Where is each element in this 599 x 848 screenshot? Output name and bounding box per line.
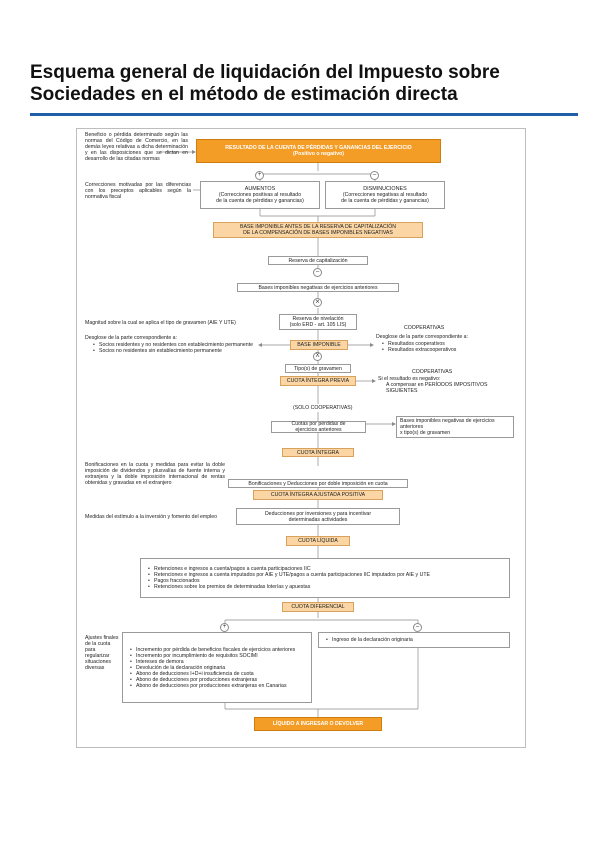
resultado-line-1: RESULTADO DE LA CUENTA DE PÉRDIDAS Y GANANCIAS DEL EJERCICIO [225,145,412,151]
list-item: • Devolución de la declaración originaria [136,665,295,671]
cross-operator: ⨯ [314,299,321,305]
ajustes-left-list [130,647,295,689]
disminuciones-line-1: (Correcciones negativas al resultado [342,192,428,198]
aumentos-title: AUMENTOS [244,186,276,192]
bonificaciones-box: Bonificaciones y Deducciones por doble imposición en cuota [228,479,408,488]
aumentos-line-1: (Correcciones positivas al resultado [218,192,302,198]
reserva-nivelacion-line-2: (solo ERD - art. 105 LIS) [289,322,347,328]
minus-operator: – [370,171,379,180]
base-antes-line-2: DE LA COMPENSACIÓN DE BASES IMPONIBLES NEGATIVAS [243,230,393,236]
list-item: • Incremento por incumplimiento de requisitos SOCIMI [136,653,295,659]
list-item: • Ingreso de la declaración originaria [332,637,413,643]
minus-operator-2: – [313,268,322,277]
multiply-operator: X [313,352,322,361]
aumentos-line-2: de la cuenta de pérdidas y ganancias) [216,198,304,204]
ajustes-right-box [318,632,510,648]
desglose-right-title: Desglose de la parte correspondiente a: [376,334,468,340]
solo-cooperativas-label: (SOLO COOPERATIVAS) [293,405,353,411]
deducciones-line-2: determinadas actividades [288,516,348,523]
list-item: • Resultados extracooperativos [388,347,516,353]
resultado-cuenta-box [196,139,441,163]
reserva-nivelacion-line-1: Reserva de nivelación [292,316,344,322]
cuotas-right-line-1: Bases imponibles negativas de ejercicios [400,418,495,424]
list-item: • Intereses de demora [136,659,295,665]
note-ajustes: Ajustes finales de la cuota para regularizar situaciones diversas [85,635,119,671]
si-negativo-note [378,377,518,395]
cooperativas-label-1: COOPERATIVAS [404,325,445,331]
cuotas-perdidas-line-2: ejercicios anteriores [295,427,342,433]
base-antes-box [213,222,423,238]
desglose-left-title: Desglose de la parte correspondiente a: [85,335,177,341]
cuotas-perdidas-line-1: Cuotas por pérdidas de [291,421,346,427]
plus-operator: + [255,171,264,180]
list-item: • Retenciones sobre los premios de determinadas loterías y apuestas [154,584,430,590]
list-item: • Socios no residentes sin establecimiento permanente [99,348,260,354]
deducciones-line-1: Deducciones por inversiones y para incentivar [264,510,372,517]
cuota-liquida-box: CUOTA LÍQUIDA [286,536,350,546]
list-item: • Incremento por pérdida de beneficios fiscales de ejercicios anteriores [136,647,295,653]
ajustes-right-list [326,637,413,643]
ajustes-left-box [122,632,312,703]
cuota-integra-box: CUOTA ÍNTEGRA [282,448,354,457]
bases-negativas-box: Bases imponibles negativas de ejercicios anteriores [237,283,399,292]
list-item: • Abono de deducciones por producciones extranjeras en Canarias [136,683,295,689]
si-negativo-line-1: Si el resultado es negativo: [378,376,441,382]
base-antes-line-1: BASE IMPONIBLE ANTES DE LA RESERVA DE CAPITALIZACIÓN [240,224,396,230]
cuota-diferencial-box: CUOTA DIFERENCIAL [282,602,354,612]
list-item: • Abono de deducciones por producciones extranjeras [136,677,295,683]
reserva-capitalizacion-box: Reserva de capitalización [268,256,368,265]
cuotas-right-line-3: x tipo(s) de gravamen [400,430,451,436]
cuotas-right-line-2: anteriores [400,424,424,430]
list-item: • Retenciones e ingresos a cuenta/pagos a cuenta participaciones IIC [154,566,430,572]
note-magnitud: Magnitud sobre la cual se aplica el tipo de gravamen (AIE Y UTE) [85,320,236,326]
list-item: • Pagos fraccionados [154,578,430,584]
disminuciones-title: DISMINUCIONES [363,186,407,192]
list-item: • Abono de deducciones I+D+i insuficiencia de cuota [136,671,295,677]
aumentos-box [200,181,320,209]
minus-operator-3: – [413,623,422,632]
note-resultado: Beneficio o pérdida determinado según las normas del Código de Comercio, en las demás leyes relativas a dicha determinación y en las disposiciones que se dictan en desarrollo de las citadas normas [85,132,188,162]
desglose-left [85,336,260,354]
page-title-line-1: Esquema general de liquidación del Impuesto sobre [30,62,500,83]
reserva-nivelacion-box [279,314,357,330]
cuota-ajustada-box: CUOTA ÍNTEGRA AJUSTADA POSITIVA [253,490,383,500]
resultado-line-2: (Positivo o negativo) [292,151,344,157]
note-bonificaciones: Bonificaciones en la cuota y medidas para evitar la doble imposición de dividendos y plusvalías de fuente interna y extranjera y la doble imposición internacional de rentas obtenidas y gravadas en el extranjero [85,462,225,486]
note-medidas: Medidas del estímulo a la inversión y fomento del empleo [85,514,218,520]
retenciones-list [148,566,430,590]
list-item: • Socios residentes y no residentes con establecimiento permanente [99,342,260,348]
si-negativo-line-2: A compensar en PERÍODOS IMPOSITIVOS SIGUIENTES [386,381,488,394]
retenciones-box [140,558,510,598]
page-title-line-2: Sociedades en el método de estimación directa [30,84,458,105]
cuotas-perdidas-box [271,421,366,433]
cuota-integra-previa-box: CUOTA ÍNTEGRA PREVIA [280,376,356,386]
disminuciones-line-2: de la cuenta de pérdidas y ganancias) [341,198,429,204]
tipos-gravamen-box: Tipo(s) de gravamen [285,364,351,373]
deducciones-box [236,508,400,525]
desglose-right-list [382,341,516,353]
cooperativas-label-2: COOPERATIVAS [412,369,453,375]
list-item: • Retenciones e ingresos a cuenta imputados por AIE y UTE/pagos a cuenta participaciones IIC imputados por AIE y UTE [154,572,430,578]
cuotas-right-box [396,416,514,438]
note-correcciones: Correcciones motivadas por las diferencias con los preceptos aplicables según la normativa fiscal [85,182,191,200]
desglose-right [376,335,516,353]
disminuciones-box [325,181,445,209]
base-imponible-box: BASE IMPONIBLE [290,340,348,350]
liquido-box: LÍQUIDO A INGRESAR O DEVOLVER [254,717,382,731]
desglose-left-list [93,342,260,354]
list-item: • Resultados cooperativos [388,341,516,347]
plus-operator-2: + [220,623,229,632]
